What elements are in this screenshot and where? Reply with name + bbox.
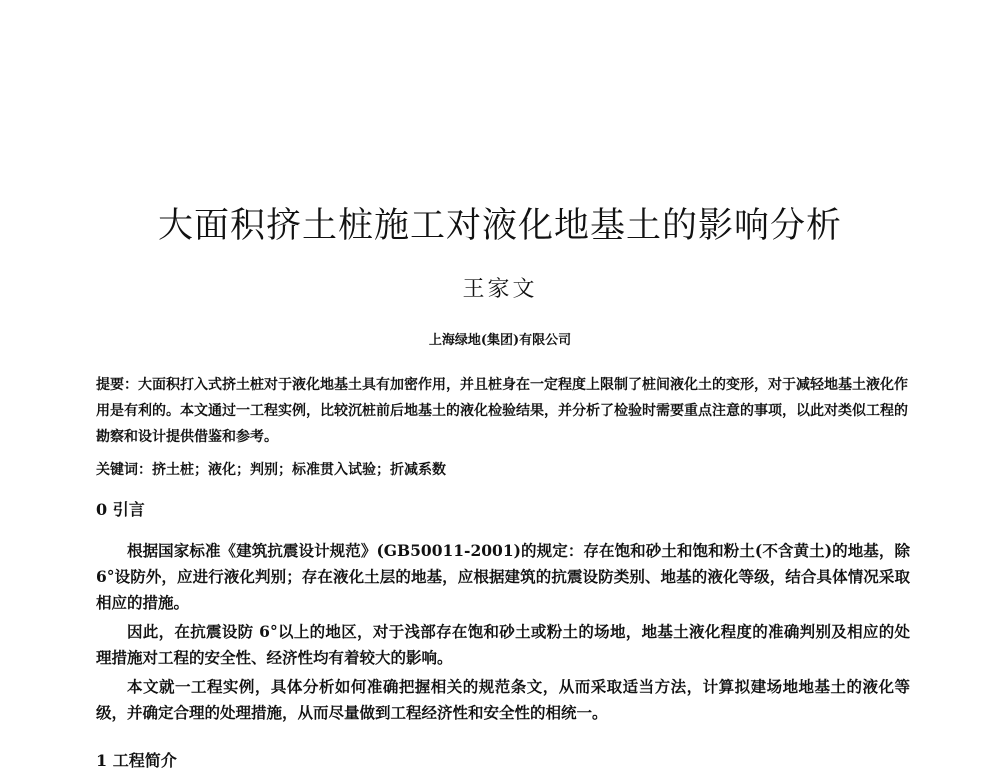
body-paragraph-1: 根据国家标准《建筑抗震设计规范》(GB50011-2001)的规定：存在饱和砂土和饱和粉土(不含黄土)的地基，除 6°设防外，应进行液化判别；存在液化土层的地基，应根据建筑的抗震设防类别、地基的液化等级，结合具体情况采取相应的措施。: [96, 541, 910, 612]
body-text: [96, 538, 910, 729]
author-name: 王家文: [462, 277, 538, 302]
abstract-label: 提要：: [96, 377, 138, 393]
section-heading-project: 1 工程简介: [96, 751, 177, 770]
affiliation: 上海绿地(集团)有限公司: [428, 333, 572, 348]
abstract-text: 大面积打入式挤土桩对于液化地基土具有加密作用，并且桩身在一定程度上限制了桩间液化土的变形，对于减轻地基土液化作用是有利的。本文通过一工程实例，比较沉桩前后地基土的液化检验结果，并分析了检验时需要重点注意的事项，以此对类似工程的勘察和设计提供借鉴和参考。: [96, 377, 908, 445]
body-paragraph-2: 因此，在抗震设防 6°以上的地区，对于浅部存在饱和砂土或粉土的场地，地基土液化程度的准确判别及相应的处理措施对工程的安全性、经济性均有着较大的影响。: [96, 622, 910, 667]
section-heading-intro: 0 引言: [96, 500, 145, 519]
paper-title: 大面积挤土桩施工对液化地基土的影响分析: [157, 206, 842, 246]
keywords: [96, 460, 908, 480]
body-paragraph-3: 本文就一工程实例，具体分析如何准确把握相关的规范条文，从而采取适当方法，计算拟建场地地基土的液化等级，并确定合理的处理措施，从而尽量做到工程经济性和安全性的相统一。: [96, 677, 910, 722]
keywords-text: 挤土桩；液化；判别；标准贯入试验；折减系数: [152, 462, 446, 478]
keywords-label: 关键词：: [96, 462, 152, 478]
abstract: [96, 372, 908, 450]
